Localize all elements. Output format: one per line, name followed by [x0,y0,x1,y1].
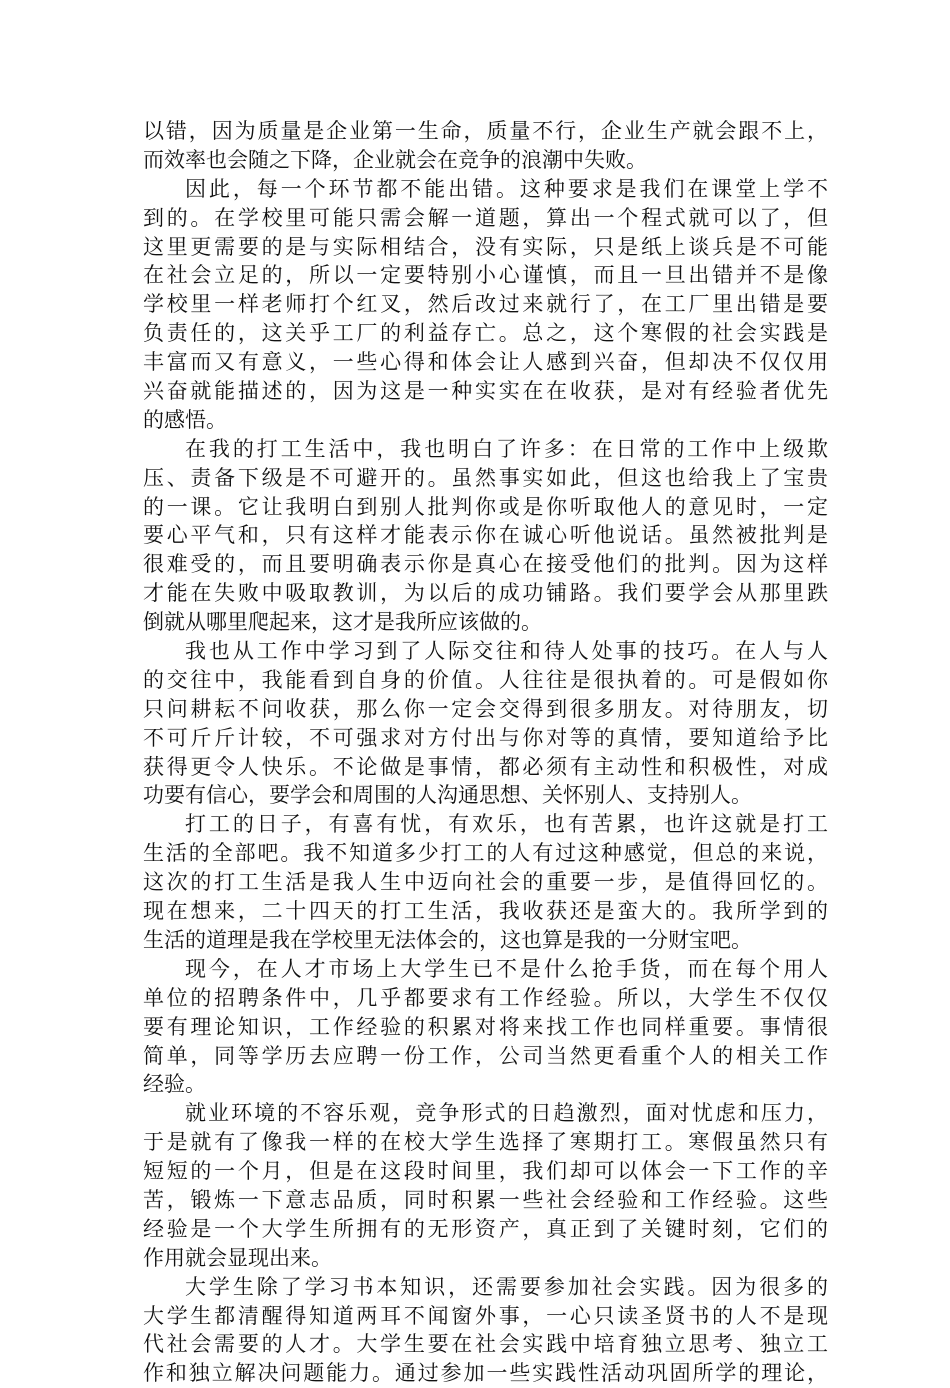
text-line: 压、责备下级是不可避开的。虽然事实如此，但这也给我上了宝贵 [143,465,828,490]
text-line: 现在想来，二十四天的打工生活，我收获还是蛮大的。我所学到的 [143,899,828,924]
text-line: 打工的日子，有喜有忧，有欢乐，也有苦累，也许这就是打工 [185,812,828,837]
text-line: 单位的招聘条件中，几乎都要求有工作经验。所以，大学生不仅仅 [143,985,828,1010]
text-line: 我也从工作中学习到了人际交往和待人处事的技巧。在人与人 [185,639,828,664]
text-line: 生活的全部吧。我不知道多少打工的人有过这种感觉，但总的来说， [143,841,828,866]
paragraph [143,175,828,435]
text-line: 作用就会显现出来。 [143,1245,332,1270]
text-line: 因此，每一个环节都不能出错。这种要求是我们在课堂上学不 [185,176,828,201]
text-line: 经验。 [143,1072,206,1097]
text-line: 苦，锻炼一下意志品质，同时积累一些社会经验和工作经验。这些 [143,1187,828,1212]
text-line: 功要有信心，要学会和周围的人沟通思想、关怀别人、支持别人。 [143,783,752,808]
paragraph [143,117,828,175]
text-line: 到的。在学校里可能只需会解一道题，算出一个程式就可以了，但 [143,205,828,230]
paragraph [143,1273,828,1388]
text-line: 大学生除了学习书本知识，还需要参加社会实践。因为很多的 [185,1274,828,1299]
text-line: 以错，因为质量是企业第一生命，质量不行，企业生产就会跟不上， [143,119,828,143]
text-line: 兴奋就能描述的，因为这是一种实实在在收获，是对有经验者优先 [143,379,828,404]
paragraph [143,1099,828,1272]
text-line: 就业环境的不容乐观，竞争形式的日趋激烈，面对忧虑和压力， [185,1101,828,1126]
text-line: 现今，在人才市场上大学生已不是什么抢手货，而在每个用人 [185,956,828,981]
text-line: 获得更令人快乐。不论做是事情，都必须有主动性和积极性，对成 [143,754,828,779]
text-line: 在我的打工生活中，我也明白了许多：在日常的工作中上级欺 [185,436,828,461]
paragraph [143,810,828,954]
text-line: 倒就从哪里爬起来，这才是我所应该做的。 [143,610,542,635]
text-line: 短短的一个月，但是在这段时间里，我们却可以体会一下工作的辛 [143,1159,828,1184]
text-line: 的交往中，我能看到自身的价值。人往往是很执着的。可是假如你 [143,667,828,692]
document-body [143,117,828,1388]
text-line: 而效率也会随之下降，企业就会在竞争的浪潮中失败。 [143,147,647,172]
text-line: 不可斤斤计较，不可强求对方付出与你对等的真情，要知道给予比 [143,725,828,750]
text-line: 要有理论知识，工作经验的积累对将来找工作也同样重要。事情很 [143,1014,828,1039]
paragraph [143,435,828,637]
text-line: 作和独立解决问题能力。通过参加一些实践性活动巩固所学的理论， [143,1361,828,1386]
text-line: 于是就有了像我一样的在校大学生选择了寒期打工。寒假虽然只有 [143,1130,828,1155]
paragraph [143,637,828,810]
text-line: 学校里一样老师打个红叉，然后改过来就行了，在工厂里出错是要 [143,292,828,317]
text-line: 只问耕耘不问收获，那么你一定会交得到很多朋友。对待朋友，切 [143,696,828,721]
text-line: 代社会需要的人才。大学生要在社会实践中培育独立思考、独立工 [143,1332,828,1357]
text-line: 简单，同等学历去应聘一份工作，公司当然更看重个人的相关工作 [143,1043,828,1068]
text-line: 在社会立足的，所以一定要特别小心谨慎，而且一旦出错并不是像 [143,263,828,288]
text-line: 很难受的，而且要明确表示你是真心在接受他们的批判。因为这样 [143,552,828,577]
text-line: 这次的打工生活是我人生中迈向社会的重要一步，是值得回忆的。 [143,870,828,895]
text-line: 大学生都清醒得知道两耳不闻窗外事，一心只读圣贤书的人不是现 [143,1303,828,1328]
text-line: 才能在失败中吸取教训，为以后的成功铺路。我们要学会从那里跌 [143,581,828,606]
text-line: 这里更需要的是与实际相结合，没有实际，只是纸上谈兵是不可能 [143,234,828,259]
text-line: 生活的道理是我在学校里无法体会的，这也算是我的一分财宝吧。 [143,927,752,952]
text-line: 负责任的，这关乎工厂的利益存亡。总之，这个寒假的社会实践是 [143,321,828,346]
text-line: 要心平气和，只有这样才能表示你在诚心听他说话。虽然被批判是 [143,523,828,548]
text-line: 的感悟。 [143,407,227,432]
text-line: 经验是一个大学生所拥有的无形资产，真正到了关键时刻，它们的 [143,1216,828,1241]
paragraph [143,955,828,1099]
text-line: 丰富而又有意义，一些心得和体会让人感到兴奋，但却决不仅仅用 [143,350,828,375]
text-line: 的一课。它让我明白到别人批判你或是你听取他人的意见时，一定 [143,494,828,519]
